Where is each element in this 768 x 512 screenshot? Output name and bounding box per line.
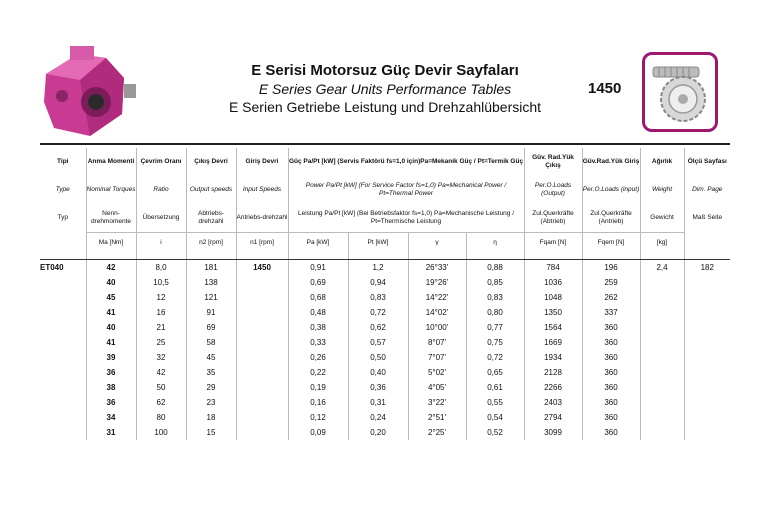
gearbox-image bbox=[40, 44, 140, 140]
cell-fqa: 784 bbox=[524, 260, 582, 276]
cell-g: 19°26' bbox=[408, 275, 466, 290]
hdr-moment-en: Nominal Torques bbox=[86, 176, 136, 204]
cell-g: 14°02' bbox=[408, 305, 466, 320]
unit-moment: Ma [Nm] bbox=[86, 233, 136, 252]
cell-pa: 0,09 bbox=[288, 425, 348, 440]
hdr-weight-tr: Ağırlık bbox=[640, 148, 684, 176]
cell-pa: 0,19 bbox=[288, 380, 348, 395]
cell-pt: 1,2 bbox=[348, 260, 408, 276]
cell-fqe: 360 bbox=[582, 320, 640, 335]
cell-ma: 40 bbox=[86, 320, 136, 335]
cell-fqe: 259 bbox=[582, 275, 640, 290]
cell-type bbox=[40, 425, 86, 440]
cell-i: 62 bbox=[136, 395, 186, 410]
cell-page: 182 bbox=[684, 260, 730, 276]
cell-n2: 15 bbox=[186, 425, 236, 440]
table-row bbox=[40, 260, 730, 276]
cell-fqa: 1048 bbox=[524, 290, 582, 305]
hdr-moment-tr: Anma Momenti bbox=[86, 148, 136, 176]
cell-g: 26°33' bbox=[408, 260, 466, 276]
cell-kg bbox=[640, 410, 684, 425]
cell-ma: 31 bbox=[86, 425, 136, 440]
cell-pt: 0,94 bbox=[348, 275, 408, 290]
cell-pa: 0,16 bbox=[288, 395, 348, 410]
cell-page bbox=[684, 410, 730, 425]
cell-eta: 0,85 bbox=[466, 275, 524, 290]
cell-n2: 35 bbox=[186, 365, 236, 380]
cell-ma: 40 bbox=[86, 275, 136, 290]
cell-ma: 45 bbox=[86, 290, 136, 305]
cell-type bbox=[40, 365, 86, 380]
cell-fqe: 196 bbox=[582, 260, 640, 276]
cell-g: 2°51' bbox=[408, 410, 466, 425]
cell-ma: 42 bbox=[86, 260, 136, 276]
cell-fqa: 1036 bbox=[524, 275, 582, 290]
cell-n2: 45 bbox=[186, 350, 236, 365]
cell-fqe: 360 bbox=[582, 365, 640, 380]
hdr-rad-out-tr: Güv. Rad.Yük Çıkış bbox=[524, 148, 582, 176]
cell-i: 8,0 bbox=[136, 260, 186, 276]
cell-n2: 138 bbox=[186, 275, 236, 290]
cell-n2: 29 bbox=[186, 380, 236, 395]
cell-n1 bbox=[236, 365, 288, 380]
cell-eta: 0,75 bbox=[466, 335, 524, 350]
hdr-power-tr: Güç Pa/Pt [kW] (Servis Faktörü fs=1,0 için)Pa=Mekanik Güç / Pt=Termik Güç bbox=[288, 148, 524, 176]
cell-ma: 41 bbox=[86, 335, 136, 350]
cell-n1 bbox=[236, 335, 288, 350]
cell-fqe: 360 bbox=[582, 380, 640, 395]
cell-fqe: 360 bbox=[582, 410, 640, 425]
cell-n1 bbox=[236, 395, 288, 410]
cell-n2: 18 bbox=[186, 410, 236, 425]
cell-n1: 1450 bbox=[236, 260, 288, 276]
table-body bbox=[40, 260, 730, 441]
hdr-power-en: Power Pa/Pt [kW] (For Service Factor fs=1,0) Pa=Mechanical Power / Pt=Thermal Power bbox=[288, 176, 524, 204]
cell-g: 5°02' bbox=[408, 365, 466, 380]
cell-type: ET040 bbox=[40, 263, 64, 272]
cell-pt: 0,50 bbox=[348, 350, 408, 365]
cell-ma: 36 bbox=[86, 365, 136, 380]
cell-fqe: 360 bbox=[582, 335, 640, 350]
table-row bbox=[40, 275, 730, 290]
hdr-weight-de: Gewicht bbox=[640, 204, 684, 233]
cell-eta: 0,88 bbox=[466, 260, 524, 276]
hdr-out-speed-tr: Çıkış Devri bbox=[186, 148, 236, 176]
cell-page bbox=[684, 395, 730, 410]
cell-type bbox=[40, 410, 86, 425]
cell-i: 12 bbox=[136, 290, 186, 305]
cell-n1 bbox=[236, 380, 288, 395]
cell-i: 32 bbox=[136, 350, 186, 365]
title-tr: E Serisi Motorsuz Güç Devir Sayfaları bbox=[251, 62, 519, 79]
cell-pa: 0,91 bbox=[288, 260, 348, 276]
cell-g: 4°05' bbox=[408, 380, 466, 395]
cell-g: 2°25' bbox=[408, 425, 466, 440]
unit-pt: Pt [kW] bbox=[348, 233, 408, 252]
cell-page bbox=[684, 305, 730, 320]
cell-page bbox=[684, 320, 730, 335]
cell-fqa: 1564 bbox=[524, 320, 582, 335]
cell-n1 bbox=[236, 350, 288, 365]
cell-n2: 91 bbox=[186, 305, 236, 320]
cell-pt: 0,83 bbox=[348, 290, 408, 305]
unit-tip bbox=[40, 233, 86, 252]
unit-weight: [kg] bbox=[640, 233, 684, 252]
cell-kg bbox=[640, 335, 684, 350]
cell-pa: 0,68 bbox=[288, 290, 348, 305]
cell-i: 50 bbox=[136, 380, 186, 395]
cell-kg bbox=[640, 380, 684, 395]
hdr-out-speed-de: Abtriebs-drehzahl bbox=[186, 204, 236, 233]
cell-kg: 2,4 bbox=[640, 260, 684, 276]
cell-page bbox=[684, 380, 730, 395]
cell-i: 16 bbox=[136, 305, 186, 320]
cell-n1 bbox=[236, 290, 288, 305]
cell-n1 bbox=[236, 275, 288, 290]
title-en: E Series Gear Units Performance Tables bbox=[258, 81, 512, 97]
worm-gear-icon bbox=[645, 55, 715, 129]
cell-page bbox=[684, 365, 730, 380]
unit-in-speed: n1 [rpm] bbox=[236, 233, 288, 252]
cell-page bbox=[684, 425, 730, 440]
cell-kg bbox=[640, 395, 684, 410]
hdr-dim-tr: Ölçü Sayfası bbox=[684, 148, 730, 176]
cell-pa: 0,26 bbox=[288, 350, 348, 365]
cell-n2: 23 bbox=[186, 395, 236, 410]
cell-fqa: 2266 bbox=[524, 380, 582, 395]
cell-eta: 0,72 bbox=[466, 350, 524, 365]
cell-pt: 0,72 bbox=[348, 305, 408, 320]
hdr-rad-out-de: Zul.Querkräfte (Abtrieb) bbox=[524, 204, 582, 233]
header-separator bbox=[40, 251, 730, 260]
cell-type bbox=[40, 320, 86, 335]
cell-eta: 0,54 bbox=[466, 410, 524, 425]
cell-pt: 0,40 bbox=[348, 365, 408, 380]
header-rule bbox=[40, 143, 730, 145]
cell-n2: 181 bbox=[186, 260, 236, 276]
unit-eta: η bbox=[466, 233, 524, 252]
cell-pt: 0,24 bbox=[348, 410, 408, 425]
title-block bbox=[150, 62, 620, 116]
unit-dim bbox=[684, 233, 730, 252]
cell-pt: 0,62 bbox=[348, 320, 408, 335]
cell-ma: 41 bbox=[86, 305, 136, 320]
hdr-rad-in-de: Zul.Querkräfte (Antrieb) bbox=[582, 204, 640, 233]
cell-pa: 0,38 bbox=[288, 320, 348, 335]
cell-type bbox=[40, 380, 86, 395]
table-row bbox=[40, 290, 730, 305]
cell-pa: 0,69 bbox=[288, 275, 348, 290]
header-row-de bbox=[40, 204, 730, 233]
hdr-in-speed-de: Antriebs-drehzahl bbox=[236, 204, 288, 233]
unit-ratio: i bbox=[136, 233, 186, 252]
cell-eta: 0,52 bbox=[466, 425, 524, 440]
cell-kg bbox=[640, 320, 684, 335]
cell-fqa: 2403 bbox=[524, 395, 582, 410]
hdr-rad-out-en: Per.O.Loads (Output) bbox=[524, 176, 582, 204]
cell-n1 bbox=[236, 410, 288, 425]
header-row-tr bbox=[40, 148, 730, 176]
hdr-rad-in-tr: Güv.Rad.Yük Giriş bbox=[582, 148, 640, 176]
cell-fqe: 360 bbox=[582, 350, 640, 365]
table-row bbox=[40, 335, 730, 350]
hdr-in-speed-en: Input Speeds bbox=[236, 176, 288, 204]
hdr-dim-de: Maß Seite bbox=[684, 204, 730, 233]
cell-g: 8°07' bbox=[408, 335, 466, 350]
cell-eta: 0,55 bbox=[466, 395, 524, 410]
table-row bbox=[40, 320, 730, 335]
cell-kg bbox=[640, 425, 684, 440]
cell-g: 14°22' bbox=[408, 290, 466, 305]
cell-ma: 34 bbox=[86, 410, 136, 425]
hdr-weight-en: Weight bbox=[640, 176, 684, 204]
cell-kg bbox=[640, 365, 684, 380]
cell-eta: 0,83 bbox=[466, 290, 524, 305]
cell-fqe: 337 bbox=[582, 305, 640, 320]
cell-page bbox=[684, 335, 730, 350]
table-row bbox=[40, 380, 730, 395]
cell-g: 10°00' bbox=[408, 320, 466, 335]
performance-table bbox=[40, 148, 730, 440]
cell-kg bbox=[640, 275, 684, 290]
hdr-moment-de: Nenn-drehmomente bbox=[86, 204, 136, 233]
title-de: E Serien Getriebe Leistung und Drehzahlübersicht bbox=[228, 99, 542, 115]
cell-i: 21 bbox=[136, 320, 186, 335]
hdr-tip-tr: Tipi bbox=[57, 158, 69, 165]
table-row bbox=[40, 395, 730, 410]
unit-row bbox=[40, 233, 730, 252]
cell-pa: 0,12 bbox=[288, 410, 348, 425]
cell-i: 10,5 bbox=[136, 275, 186, 290]
cell-n2: 58 bbox=[186, 335, 236, 350]
cell-eta: 0,77 bbox=[466, 320, 524, 335]
hdr-in-speed-tr: Giriş Devri bbox=[236, 148, 288, 176]
cell-g: 7°07' bbox=[408, 350, 466, 365]
cell-type bbox=[40, 335, 86, 350]
cell-pt: 0,20 bbox=[348, 425, 408, 440]
cell-eta: 0,80 bbox=[466, 305, 524, 320]
unit-rad-in: Fqem [N] bbox=[582, 233, 640, 252]
cell-page bbox=[684, 275, 730, 290]
cell-n1 bbox=[236, 305, 288, 320]
cell-fqe: 360 bbox=[582, 395, 640, 410]
hdr-out-speed-en: Output speeds bbox=[186, 176, 236, 204]
cell-pa: 0,22 bbox=[288, 365, 348, 380]
catalog-page bbox=[40, 40, 730, 460]
unit-gamma: γ bbox=[408, 233, 466, 252]
cell-i: 80 bbox=[136, 410, 186, 425]
hdr-tip-de: Typ bbox=[57, 214, 68, 222]
cell-type bbox=[40, 290, 86, 305]
hdr-tip-en: Type bbox=[55, 186, 70, 193]
hdr-ratio-en: Ratio bbox=[136, 176, 186, 204]
hdr-dim-en: Dim. Page bbox=[684, 176, 730, 204]
cell-ma: 39 bbox=[86, 350, 136, 365]
cell-fqe: 360 bbox=[582, 425, 640, 440]
cell-fqa: 3099 bbox=[524, 425, 582, 440]
hdr-ratio-tr: Çevrim Oranı bbox=[136, 148, 186, 176]
cell-type bbox=[40, 305, 86, 320]
cell-fqa: 1669 bbox=[524, 335, 582, 350]
cell-pa: 0,33 bbox=[288, 335, 348, 350]
cell-ma: 38 bbox=[86, 380, 136, 395]
unit-out-speed: n2 [rpm] bbox=[186, 233, 236, 252]
hdr-rad-in-en: Per.O.Loads (input) bbox=[582, 176, 640, 204]
cell-fqa: 1350 bbox=[524, 305, 582, 320]
cell-n2: 69 bbox=[186, 320, 236, 335]
cell-fqa: 2128 bbox=[524, 365, 582, 380]
cell-i: 42 bbox=[136, 365, 186, 380]
table-row bbox=[40, 425, 730, 440]
cell-fqa: 1934 bbox=[524, 350, 582, 365]
worm-gear-badge bbox=[642, 52, 718, 132]
cell-eta: 0,65 bbox=[466, 365, 524, 380]
cell-g: 3°22' bbox=[408, 395, 466, 410]
cell-ma: 36 bbox=[86, 395, 136, 410]
cell-kg bbox=[640, 305, 684, 320]
unit-pa: Pa [kW] bbox=[288, 233, 348, 252]
cell-kg bbox=[640, 290, 684, 305]
hdr-ratio-de: Übersetzung bbox=[136, 204, 186, 233]
cell-pa: 0,48 bbox=[288, 305, 348, 320]
cell-i: 25 bbox=[136, 335, 186, 350]
cell-pt: 0,57 bbox=[348, 335, 408, 350]
hdr-power-de: Leistung Pa/Pt [kW] (Bei Betriebsfaktor fs=1,0) Pa=Mechanische Leistung / Pt=Thermische Leistung bbox=[288, 204, 524, 233]
cell-fqe: 262 bbox=[582, 290, 640, 305]
cell-page bbox=[684, 290, 730, 305]
cell-i: 100 bbox=[136, 425, 186, 440]
unit-rad-out: Fqam [N] bbox=[524, 233, 582, 252]
cell-page bbox=[684, 350, 730, 365]
cell-fqa: 2794 bbox=[524, 410, 582, 425]
table-row bbox=[40, 410, 730, 425]
cell-n2: 121 bbox=[186, 290, 236, 305]
cell-eta: 0,61 bbox=[466, 380, 524, 395]
rpm-value: 1450 bbox=[588, 80, 622, 97]
cell-n1 bbox=[236, 320, 288, 335]
cell-type bbox=[40, 350, 86, 365]
cell-type bbox=[40, 395, 86, 410]
cell-pt: 0,31 bbox=[348, 395, 408, 410]
cell-kg bbox=[640, 350, 684, 365]
table-row bbox=[40, 305, 730, 320]
cell-pt: 0,36 bbox=[348, 380, 408, 395]
cell-n1 bbox=[236, 425, 288, 440]
table-row bbox=[40, 365, 730, 380]
table-row bbox=[40, 350, 730, 365]
cell-type bbox=[40, 275, 86, 290]
header-row-en bbox=[40, 176, 730, 204]
